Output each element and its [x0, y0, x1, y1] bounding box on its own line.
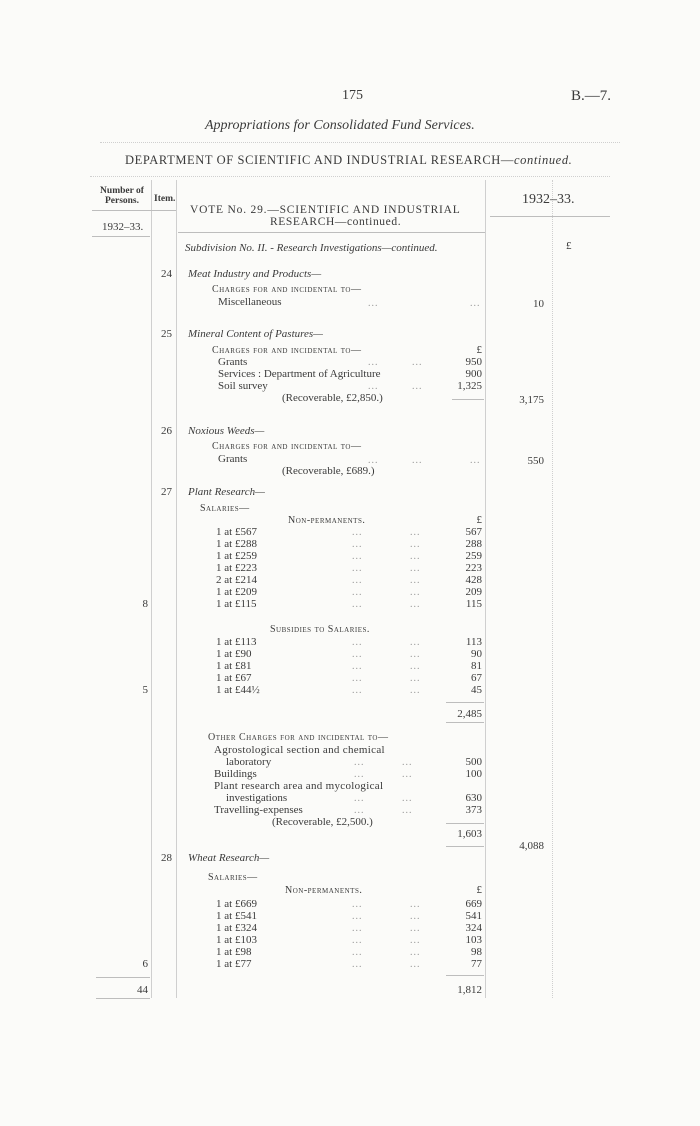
item-27-subsidy-leader: ... [352, 661, 363, 672]
subdivision-heading: Subdivision No. II. - Research Investigations—continued. [185, 242, 438, 254]
item-28-nonperm-amount: 541 [465, 910, 482, 922]
item-28-total: 1,812 [457, 984, 482, 996]
item-25-line-label: Services : Department of Agriculture [218, 368, 381, 380]
item-27-subsidy-leader: ... [410, 685, 421, 696]
item-28-nonperm-leader: ... [352, 959, 363, 970]
item-26-total: 550 [527, 455, 544, 467]
item-25-line-amount: 900 [465, 368, 482, 380]
persons-total: 44 [137, 984, 148, 996]
item-27-other-amount: 100 [465, 768, 482, 780]
item-27-leader: ... [402, 769, 413, 780]
item-27-subsidy-leader: ... [410, 637, 421, 648]
item-27-nonperm-leader: ... [352, 575, 363, 586]
item-28-nonperm-leader: ... [410, 911, 421, 922]
item-27-other-amount: 500 [465, 756, 482, 768]
item-27-subsidy-leader: ... [352, 685, 363, 696]
persons-column-rule [151, 180, 152, 998]
item-24-number: 24 [161, 268, 172, 280]
item-27-nonperm-leader: ... [352, 527, 363, 538]
item-27-salaries-rule-2 [446, 722, 484, 723]
item-25-line-label: Soil survey [218, 380, 268, 392]
item-27-leader: ... [354, 769, 365, 780]
item-27-pound: £ [476, 514, 482, 526]
item-28-nonperm-leader: ... [410, 923, 421, 934]
item-27-leader: ... [354, 757, 365, 768]
item-27-nonperm-leader: ... [410, 527, 421, 538]
item-27-subsidies-heading: Subsidies to Salaries. [270, 624, 370, 635]
item-27-nonperm-amount: 115 [465, 598, 482, 610]
item-28-rule [446, 975, 484, 976]
item-24-leader-2: ... [470, 298, 481, 309]
item-27-subsidy-leader: ... [352, 649, 363, 660]
item-25-number: 25 [161, 328, 172, 340]
item-27-nonperm-leader: ... [410, 599, 421, 610]
item-27-leader: ... [402, 793, 413, 804]
item-24-total: 10 [533, 298, 544, 310]
item-28-salaries-heading: Salaries— [208, 872, 258, 883]
item-25-leader: ... [368, 381, 379, 392]
item-28-nonperm-amount: 98 [471, 946, 482, 958]
item-28-nonperm-leader: ... [352, 935, 363, 946]
item-27-nonperm-leader: ... [352, 587, 363, 598]
item-25-leader: ... [412, 357, 423, 368]
item-27-nonperm-label: 1 at £288 [216, 538, 257, 550]
item-27-nonperm-leader: ... [410, 539, 421, 550]
item-28-title: Wheat Research— [188, 852, 270, 864]
item-27-leader: ... [354, 793, 365, 804]
document-reference: B.—7. [571, 88, 612, 104]
item-27-nonperm-amount: 259 [465, 550, 482, 562]
vote-title-rule [178, 232, 485, 233]
item-26-line: Grants [218, 453, 248, 465]
item-27-nonperm-leader: ... [352, 539, 363, 550]
item-27-subsidy-label: 1 at £44½ [216, 684, 260, 696]
item-27-subsidy-amount: 90 [471, 648, 482, 660]
item-28-nonperm-leader: ... [352, 947, 363, 958]
item-28-pound: £ [476, 884, 482, 896]
item-27-persons-nonperm: 8 [142, 598, 148, 610]
total-year-rule [490, 216, 610, 217]
page-number: 175 [342, 88, 363, 103]
running-title: Appropriations for Consolidated Fund Services. [205, 118, 475, 133]
item-25-line-amount: 950 [465, 356, 482, 368]
item-27-salaries-heading: Salaries— [200, 503, 250, 514]
item-28-nonperm-leader: ... [410, 959, 421, 970]
item-27-nonperm-label: 1 at £259 [216, 550, 257, 562]
item-28-nonperm-label: 1 at £324 [216, 922, 257, 934]
item-25-total: 3,175 [519, 394, 544, 406]
item-27-nonperm-amount: 567 [465, 526, 482, 538]
item-27-subsidy-label: 1 at £81 [216, 660, 252, 672]
item-27-subsidy-leader: ... [352, 673, 363, 684]
item-28-nonperm-label: 1 at £541 [216, 910, 257, 922]
item-27-nonperm-leader: ... [352, 599, 363, 610]
item-27-other-heading: Other Charges for and incidental to— [208, 732, 389, 743]
item-28-number: 28 [161, 852, 172, 864]
item-27-leader: ... [354, 805, 365, 816]
persons-year: 1932–33. [102, 221, 144, 233]
persons-year-rule [92, 236, 150, 237]
item-27-nonperm-label: 1 at £115 [216, 598, 257, 610]
item-27-other-rule-2 [446, 846, 484, 847]
item-27-other-amount: 630 [465, 792, 482, 804]
table-top-rule [90, 176, 610, 177]
item-27-number: 27 [161, 486, 172, 498]
persons-header-rule [92, 210, 176, 211]
item-27-recoverable: (Recoverable, £2,500.) [272, 816, 373, 828]
item-27-subsidy-leader: ... [352, 637, 363, 648]
item-27-other-label-2: laboratory [226, 756, 272, 768]
item-27-subsidy-amount: 113 [465, 636, 482, 648]
vote-title-line-1: VOTE No. 29.—SCIENTIFIC AND INDUSTRIAL [190, 204, 461, 216]
item-27-total: 4,088 [519, 840, 544, 852]
item-27-title: Plant Research— [188, 486, 265, 498]
item-27-nonperm-amount: 209 [465, 586, 482, 598]
item-27-subsidy-leader: ... [410, 661, 421, 672]
total-column-rule [552, 180, 553, 998]
item-27-nonperm-leader: ... [410, 575, 421, 586]
persons-header: Number of Persons. [100, 186, 144, 206]
item-27-nonperm-amount: 428 [465, 574, 482, 586]
item-28-nonperm-label: 1 at £103 [216, 934, 257, 946]
item-26-number: 26 [161, 425, 172, 437]
item-25-sum-rule [452, 399, 484, 400]
item-27-persons-subsidy: 5 [142, 684, 148, 696]
item-24-leader-1: ... [368, 298, 379, 309]
item-27-nonperm-leader: ... [410, 587, 421, 598]
item-26-leader-2: ... [412, 455, 423, 466]
item-28-nonperm-leader: ... [352, 923, 363, 934]
item-25-leader: ... [368, 357, 379, 368]
item-28-nonperm-leader: ... [410, 899, 421, 910]
item-27-subsidy-label: 1 at £113 [216, 636, 257, 648]
item-24-title: Meat Industry and Products— [188, 268, 322, 280]
item-27-salaries-total: 2,485 [457, 708, 482, 720]
item-28-nonperm-leader: ... [352, 911, 363, 922]
item-25-recoverable: (Recoverable, £2,850.) [282, 392, 383, 404]
item-27-subsidy-amount: 67 [471, 672, 482, 684]
item-28-nonperm-amount: 669 [465, 898, 482, 910]
item-26-recoverable: (Recoverable, £689.) [282, 465, 375, 477]
total-currency: £ [566, 240, 572, 252]
item-28-nonperm-amount: 77 [471, 958, 482, 970]
item-27-nonperm-amount: 223 [465, 562, 482, 574]
item-26-title: Noxious Weeds— [188, 425, 265, 437]
item-28-nonperm-label: 1 at £77 [216, 958, 252, 970]
item-27-subsidy-amount: 81 [471, 660, 482, 672]
item-27-nonperm-leader: ... [352, 551, 363, 562]
item-27-other-label: Plant research area and mycological [214, 780, 384, 792]
item-28-nonperm-label: 1 at £98 [216, 946, 252, 958]
item-24-line: Miscellaneous [218, 296, 282, 308]
item-28-persons: 6 [142, 958, 148, 970]
item-27-subsidy-label: 1 at £90 [216, 648, 252, 660]
item-27-salaries-rule [446, 702, 484, 703]
total-year: 1932–33. [522, 192, 575, 207]
department-continued: continued. [513, 153, 573, 167]
item-27-other-label: Agrostological section and chemical [214, 744, 385, 756]
item-28-nonperm-label: 1 at £669 [216, 898, 257, 910]
item-27-nonperm-leader: ... [410, 563, 421, 574]
item-27-nonperm-label: 2 at £214 [216, 574, 257, 586]
item-28-nonperm-leader: ... [410, 935, 421, 946]
item-27-other-amount: 373 [465, 804, 482, 816]
item-26-charges-heading: Charges for and incidental to— [212, 441, 362, 452]
vote-title-line-2: RESEARCH—continued. [270, 216, 402, 228]
item-28-nonperm-amount: 103 [465, 934, 482, 946]
item-27-subsidy-leader: ... [410, 649, 421, 660]
amount-column-rule [485, 180, 486, 998]
item-25-charges-heading: Charges for and incidental to— [212, 345, 362, 356]
item-24-charges-heading: Charges for and incidental to— [212, 284, 362, 295]
item-28-nonperm-heading: Non-permanents. [285, 885, 363, 896]
item-25-title: Mineral Content of Pastures— [188, 328, 323, 340]
item-27-other-rule [446, 823, 484, 824]
item-28-nonperm-leader: ... [410, 947, 421, 958]
header-rule [100, 142, 620, 143]
item-27-nonperm-heading: Non-permanents. [288, 515, 366, 526]
department-name: DEPARTMENT OF SCIENTIFIC AND INDUSTRIAL RESEARCH— [125, 153, 514, 167]
item-27-subsidy-label: 1 at £67 [216, 672, 252, 684]
item-27-nonperm-leader: ... [352, 563, 363, 574]
item-27-other-label-2: investigations [226, 792, 288, 804]
item-27-subsidy-leader: ... [410, 673, 421, 684]
item-25-line-amount: 1,325 [457, 380, 482, 392]
item-27-subsidy-amount: 45 [471, 684, 482, 696]
item-28-nonperm-leader: ... [352, 899, 363, 910]
item-25-pound: £ [476, 344, 482, 356]
item-27-nonperm-label: 1 at £209 [216, 586, 257, 598]
item-27-other-label: Travelling-expenses [214, 804, 303, 816]
item-27-other-label: Buildings [214, 768, 257, 780]
item-column-rule [176, 180, 177, 998]
item-header: Item. [154, 194, 176, 204]
item-27-other-total: 1,603 [457, 828, 482, 840]
persons-total-rule-2 [96, 998, 150, 999]
item-27-nonperm-label: 1 at £567 [216, 526, 257, 538]
item-25-leader: ... [412, 381, 423, 392]
item-26-leader-1: ... [368, 455, 379, 466]
item-26-leader-3: ... [470, 455, 481, 466]
item-27-nonperm-leader: ... [410, 551, 421, 562]
department-title [125, 153, 572, 168]
persons-total-rule [96, 977, 150, 978]
item-27-leader: ... [402, 757, 413, 768]
item-25-line-label: Grants [218, 356, 248, 368]
item-27-nonperm-amount: 288 [465, 538, 482, 550]
item-28-nonperm-amount: 324 [465, 922, 482, 934]
item-27-leader: ... [402, 805, 413, 816]
item-27-nonperm-label: 1 at £223 [216, 562, 257, 574]
